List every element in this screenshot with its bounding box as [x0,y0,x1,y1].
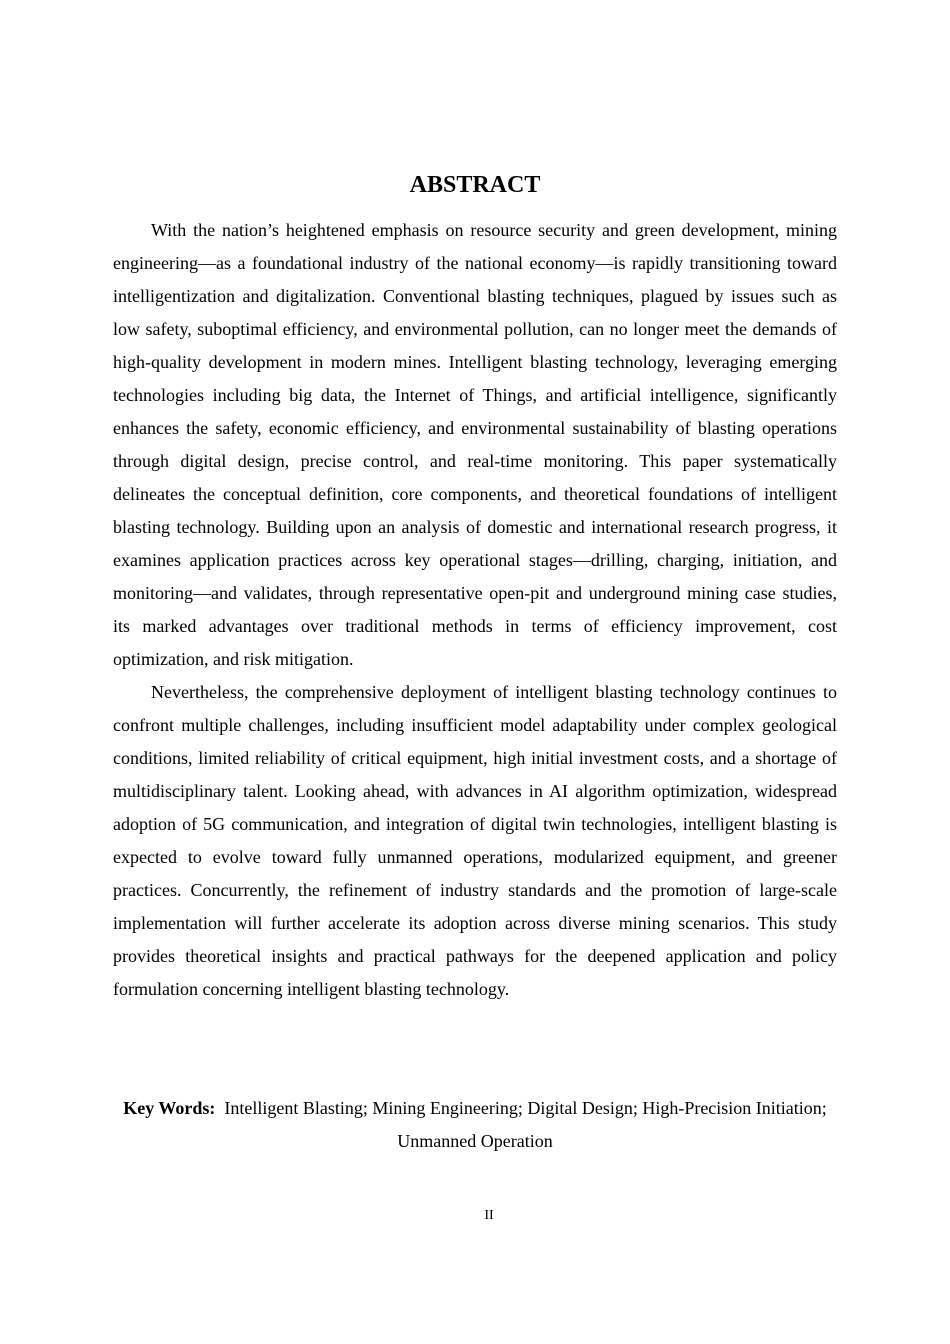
abstract-title: ABSTRACT [409,172,541,198]
page-number: II [484,1208,494,1223]
abstract-body [113,214,837,1006]
keywords-list: Intelligent Blasting; Mining Engineering; Digital Design; High-Precision Initiation; Unmanned Operation [224,1098,827,1151]
keywords-label: Key Words: [123,1098,216,1118]
abstract-paragraph-1: With the nation’s heightened emphasis on resource security and green development, mining engineering—as a foundational industry of the national economy—is rapidly transitioning toward intelligentization and digitalization. Conventional blasting techniques, plagued by issues such as low safety, suboptimal efficiency, and environmental pollution, can no longer meet the demands of high-quality development in modern mines. Intelligent blasting technology, leveraging emerging technologies including big data, the Internet of Things, and artificial intelligence, significantly enhances the safety, economic efficiency, and environmental sustainability of blasting operations through digital design, precise control, and real-time monitoring. This paper systematically delineates the conceptual definition, core components, and theoretical foundations of intelligent blasting technology. Building upon an analysis of domestic and international research progress, it examines application practices across key operational stages—drilling, charging, initiation, and monitoring—and validates, through representative open-pit and underground mining case studies, its marked advantages over traditional methods in terms of efficiency improvement, cost optimization, and risk mitigation. [113,220,837,669]
abstract-paragraph-2: Nevertheless, the comprehensive deployment of intelligent blasting technology continues to confront multiple challenges, including insufficient model adaptability under complex geological conditions, limited reliability of critical equipment, high initial investment costs, and a shortage of multidisciplinary talent. Looking ahead, with advances in AI algorithm optimization, widespread adoption of 5G communication, and integration of digital twin technologies, intelligent blasting is expected to evolve toward fully unmanned operations, modularized equipment, and greener practices. Concurrently, the refinement of industry standards and the promotion of large-scale implementation will further accelerate its adoption across diverse mining scenarios. This study provides theoretical insights and practical pathways for the deepened application and policy formulation concerning intelligent blasting technology. [113,682,837,999]
keywords-line [113,1092,837,1158]
